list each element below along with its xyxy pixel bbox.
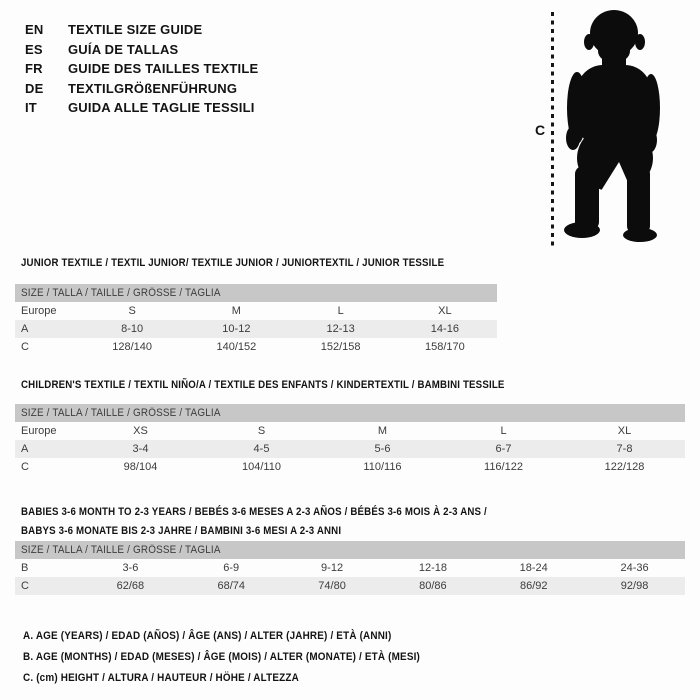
- table-title-line: BABIES 3-6 MONTH TO 2-3 YEARS / BEBÉS 3-6 MESES A 2-3 AÑOS / BÉBÉS 3-6 MOIS À 2-3 ANS /: [21, 506, 487, 518]
- language-code: IT: [25, 100, 37, 116]
- language-row: [25, 40, 258, 60]
- language-row: [25, 98, 258, 118]
- language-label: GUIDA ALLE TAGLIE TESSILI: [68, 100, 255, 116]
- language-code: ES: [25, 41, 43, 57]
- size-table-row: [15, 422, 685, 440]
- size-cell: 68/74: [217, 580, 245, 592]
- height-dashed-line: [551, 12, 554, 247]
- size-cell: 140/152: [216, 341, 257, 353]
- size-cell: 18-24: [519, 562, 548, 574]
- size-table-row: [15, 577, 685, 595]
- height-measure-figure: [530, 8, 700, 258]
- size-cell: 86/92: [519, 580, 548, 592]
- size-cell: 3-4: [132, 443, 149, 455]
- size-cell: 152/158: [320, 341, 361, 353]
- language-label: GUIDE DES TAILLES TEXTILE: [68, 61, 259, 77]
- row-label: Europe: [21, 425, 57, 437]
- language-row: [25, 79, 258, 99]
- row-label: C: [21, 461, 29, 473]
- children-size-table: [15, 404, 685, 476]
- size-table-row: [15, 440, 685, 458]
- table-title-line: JUNIOR TEXTILE / TEXTIL JUNIOR/ TEXTILE JUNIOR / JUNIORTEXTIL / JUNIOR TESSILE: [21, 257, 445, 269]
- size-cell: 98/104: [123, 461, 158, 473]
- size-cell: 12-13: [326, 323, 355, 335]
- size-table-row: [15, 302, 497, 320]
- size-header-label: SIZE / TALLA / TAILLE / GRÖSSE / TAGLIA: [21, 407, 221, 419]
- size-header-label: SIZE / TALLA / TAILLE / GRÖSSE / TAGLIA: [21, 287, 221, 299]
- size-cell: 104/110: [242, 461, 281, 473]
- height-measure-label: C: [535, 122, 546, 138]
- language-code: FR: [25, 61, 43, 77]
- row-label: Europe: [21, 305, 57, 317]
- junior-table-title: [21, 254, 502, 273]
- size-cell: 74/80: [318, 580, 346, 592]
- size-cell: L: [337, 305, 344, 317]
- footnote-line: B. AGE (MONTHS) / EDAD (MESES) / ÂGE (MOIS) / ALTER (MONATE) / ETÀ (MESI): [23, 651, 421, 663]
- size-table-row: [15, 338, 497, 356]
- footnote-legend: [23, 626, 464, 689]
- size-cell: 116/122: [484, 461, 523, 473]
- size-cell: 7-8: [616, 443, 633, 455]
- size-cell: 3-6: [122, 562, 139, 574]
- size-cell: 62/68: [116, 580, 145, 592]
- size-cell: 158/170: [424, 341, 465, 353]
- language-row: [25, 59, 258, 79]
- size-cell: 80/86: [419, 580, 447, 592]
- size-header-bar: [15, 404, 685, 422]
- size-table-row: [15, 320, 497, 338]
- size-cell: 14-16: [430, 323, 459, 335]
- toddler-silhouette: [563, 8, 665, 243]
- size-cell: 128/140: [112, 341, 152, 353]
- junior-size-table: [15, 284, 497, 356]
- language-label: TEXTILE SIZE GUIDE: [68, 22, 203, 38]
- size-header-label: SIZE / TALLA / TAILLE / GRÖSSE / TAGLIA: [21, 544, 221, 556]
- size-cell: 92/98: [620, 580, 649, 592]
- size-cell: 6-7: [495, 443, 512, 455]
- size-cell: M: [231, 305, 241, 317]
- footnote-line: C. (cm) HEIGHT / ALTURA / HAUTEUR / HÖHE / ALTEZZA: [23, 672, 299, 684]
- babies-size-table: [15, 541, 685, 595]
- table-title-line: CHILDREN'S TEXTILE / TEXTIL NIÑO/A / TEXTILE DES ENFANTS / KINDERTEXTIL / BAMBINI TESSILE: [21, 379, 505, 391]
- row-label: A: [21, 443, 29, 455]
- size-table-row: [15, 458, 685, 476]
- size-header-bar: [15, 541, 685, 559]
- footnote-line: A. AGE (YEARS) / EDAD (AÑOS) / ÂGE (ANS) / ALTER (JAHRE) / ETÀ (ANNI): [23, 630, 392, 642]
- size-cell: L: [500, 425, 507, 437]
- size-cell: 8-10: [121, 323, 144, 335]
- size-cell: XL: [438, 305, 452, 317]
- size-cell: 12-18: [418, 562, 447, 574]
- size-cell: 24-36: [620, 562, 649, 574]
- size-cell: 5-6: [374, 443, 391, 455]
- row-label: C: [21, 341, 29, 353]
- language-label: TEXTILGRÖßENFÜHRUNG: [68, 80, 238, 96]
- toddler-silhouette-shape: [564, 10, 660, 242]
- language-row: [25, 20, 258, 40]
- language-label: GUÍA DE TALLAS: [68, 41, 179, 57]
- size-header-bar: [15, 284, 497, 302]
- row-label: B: [21, 562, 29, 574]
- table-title-line: BABYS 3-6 MONATE BIS 2-3 JAHRE / BAMBINI 3-6 MESI A 2-3 ANNI: [21, 525, 342, 537]
- row-label: C: [21, 580, 29, 592]
- row-label: A: [21, 323, 29, 335]
- babies-table-title: [21, 503, 550, 541]
- size-cell: 110/116: [363, 461, 402, 473]
- size-table-row: [15, 559, 685, 577]
- size-cell: S: [128, 305, 136, 317]
- size-cell: 9-12: [321, 562, 344, 574]
- size-cell: S: [257, 425, 266, 437]
- size-cell: M: [377, 425, 388, 437]
- size-cell: XS: [133, 425, 148, 437]
- children-table-title: [21, 376, 570, 395]
- language-list: [25, 20, 258, 118]
- size-cell: 4-5: [253, 443, 270, 455]
- language-code: EN: [25, 22, 44, 38]
- size-cell: XL: [617, 425, 632, 437]
- size-cell: 6-9: [223, 562, 240, 574]
- size-cell: 10-12: [222, 323, 251, 335]
- language-code: DE: [25, 80, 44, 96]
- size-cell: 122/128: [604, 461, 645, 473]
